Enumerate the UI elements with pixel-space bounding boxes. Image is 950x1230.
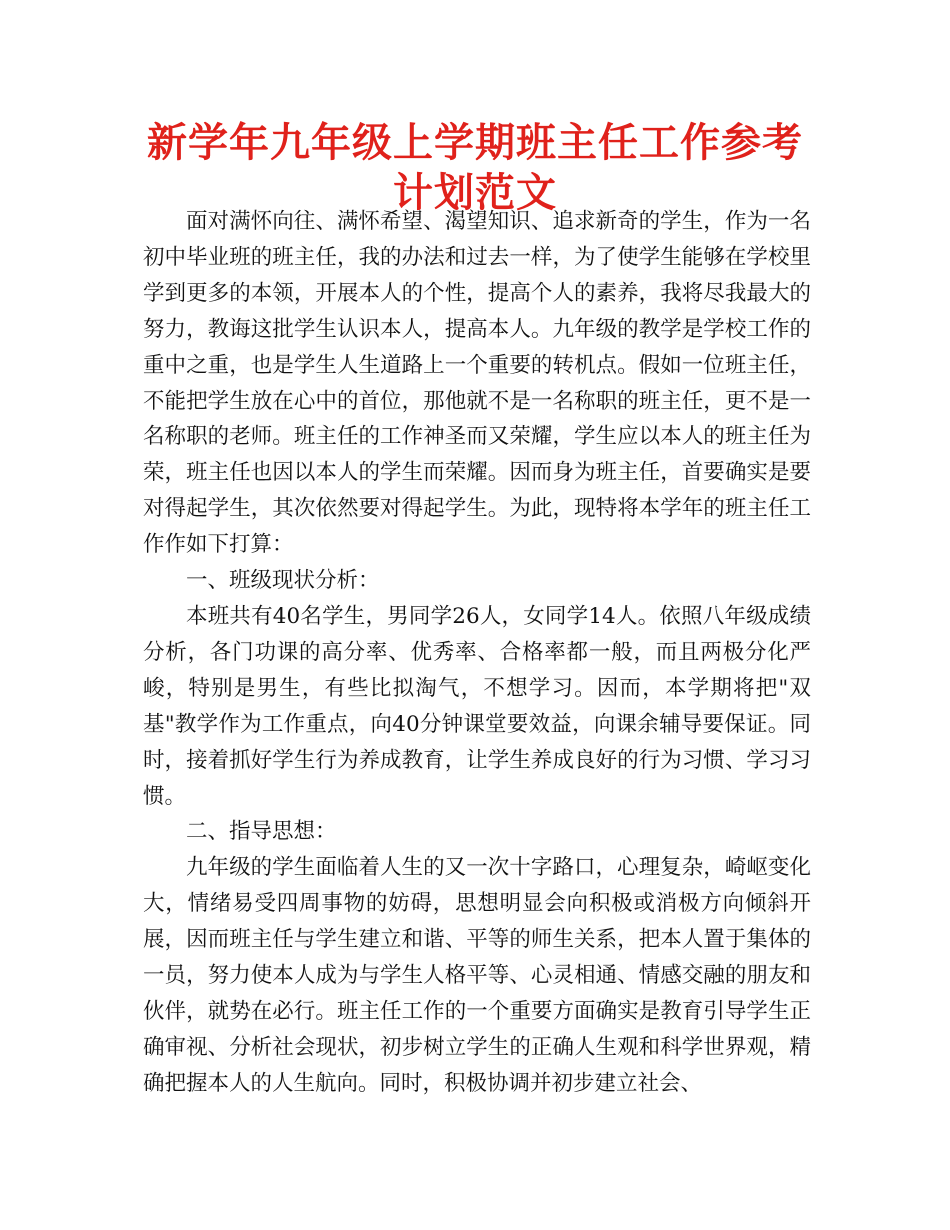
document-title: 新学年九年级上学期班主任工作参考计划范文: [147, 120, 803, 216]
guiding-thought-paragraph: 九年级的学生面临着人生的又一次十字路口，心理复杂，崎岖变化大，情绪易受四周事物的妨碍，思想明显会向积极或消极方向倾斜开展，因而班主任与学生建立和谐、平等的师生关系，把本人置于集体的一员，努力使本人成为与学生人格平等、心灵相通、情感交融的朋友和伙伴，就势在必行。班主任工作的一个重要方面确实是教育引导学生正确审视、分析社会现状，初步树立学生的正确人生观和科学世界观，精确把握本人的人生航向。同时，积极协调并初步建立社会、: [143, 855, 811, 1096]
class-analysis-paragraph: 本班共有40名学生，男同学26人，女同学14人。依照八年级成绩分析，各门功课的高分率、优秀率、合格率都一般，而且两极分化严峻，特别是男生，有些比拟淘气，不想学习。因而，本学期将把"双基"教学作为工作重点，向40分钟课堂要效益，向课余辅导要保证。同时，接着抓好学生行为养成教育，让学生养成良好的行为习惯、学习习惯。: [143, 603, 811, 809]
section-heading-guiding-thought: 二、指导思想：: [186, 819, 337, 845]
document-body: [143, 204, 811, 1102]
intro-paragraph: 面对满怀向往、满怀希望、渴望知识、追求新奇的学生，作为一名初中毕业班的班主任，我的办法和过去一样，为了使学生能够在学校里学到更多的本领，开展本人的个性，提高个人的素养，我将尽我最大的努力，教诲这批学生认识本人，提高本人。九年级的教学是学校工作的重中之重，也是学生人生道路上一个重要的转机点。假如一位班主任，不能把学生放在心中的首位，那他就不是一名称职的班主任，更不是一名称职的老师。班主任的工作神圣而又荣耀，学生应以本人的班主任为荣，班主任也因以本人的学生而荣耀。因而身为班主任，首要确实是要对得起学生，其次依然要对得起学生。为此，现特将本学年的班主任工作作如下打算：: [143, 209, 811, 558]
section-heading-class-analysis: 一、班级现状分析：: [186, 568, 380, 594]
